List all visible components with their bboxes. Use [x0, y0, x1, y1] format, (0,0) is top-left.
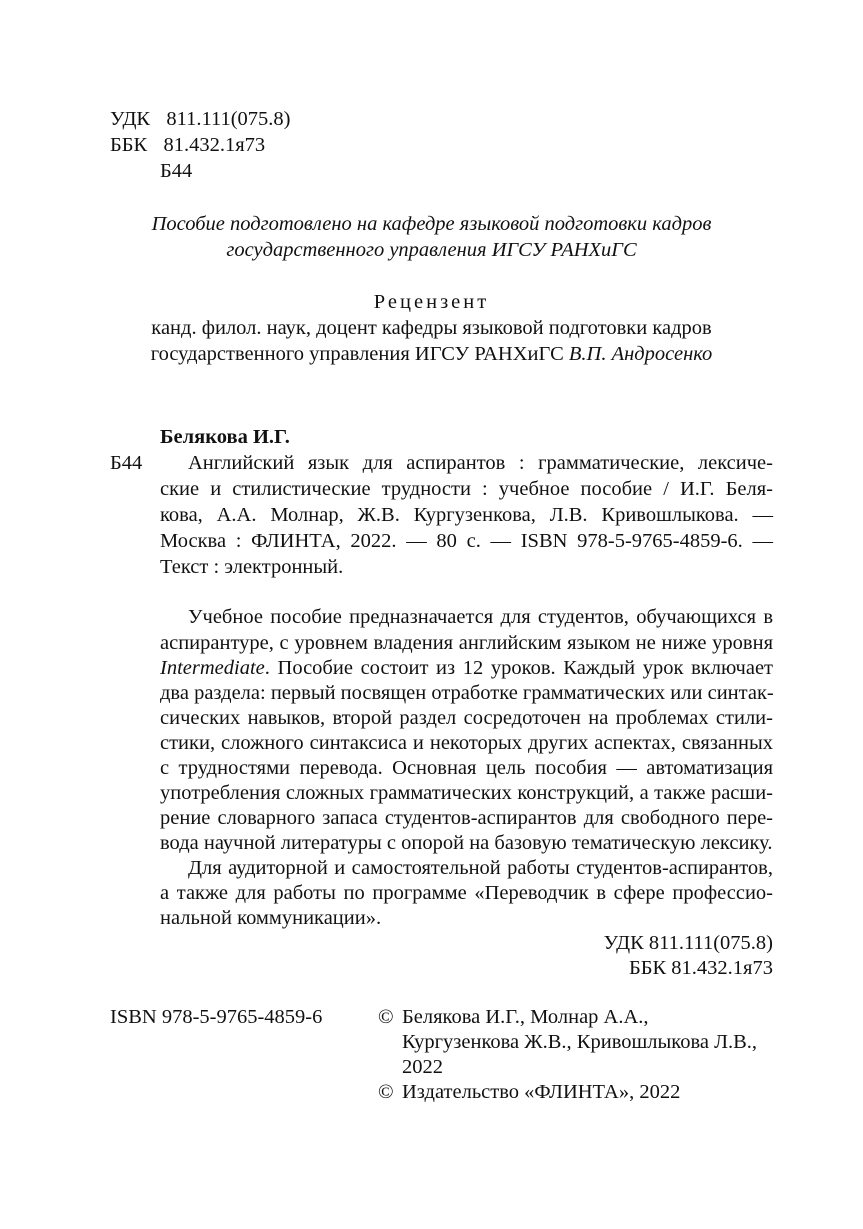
reviewer-name: В.П. Андросенко	[568, 343, 713, 365]
annotation-line: Для аудиторной и самостоятельной работы студентов-аспирантов,	[188, 857, 773, 879]
bib-mark: Б44	[110, 452, 143, 474]
annotation-line: два раздела: первый посвящен отработке грамматических или синтак-	[160, 682, 774, 704]
annotation-line: вода научной литературы с опорой на базовую тематическую лексику.	[160, 832, 773, 854]
bbk-line	[110, 132, 265, 158]
bbk-label: ББК	[110, 134, 148, 156]
copyright-publisher: Издательство «ФЛИНТА», 2022	[402, 1081, 681, 1103]
annotation-line: а также для работы по программе «Переводчик в сфере профессио-	[160, 882, 773, 904]
udk-value: 811.111(075.8)	[166, 108, 291, 130]
bib-line: кова, А.А. Молнар, Ж.В. Кургузенкова, Л.В. Кривошлыкова. —	[160, 504, 773, 526]
annotation-line	[160, 655, 773, 681]
bib-line: Текст : электронный.	[160, 556, 344, 578]
bib-line: Москва : ФЛИНТА, 2022. — 80 с. — ISBN 978-5-9765-4859-6. —	[160, 530, 773, 552]
intermediate-term: Intermediate	[160, 657, 265, 679]
bib-line: ские и стилистические трудности : учебное пособие / И.Г. Беля-	[160, 478, 773, 500]
udk-label: УДК	[110, 108, 151, 130]
reviewer-affiliation: государственного управления ИГСУ РАНХиГС	[150, 343, 564, 365]
annotation-line: рение словарного запаса студентов-аспирантов для свободного пере-	[160, 807, 773, 829]
annotation-line: стики, сложного синтаксиса и некоторых других аспектах, связанных	[160, 732, 773, 754]
prepared-note-line1: Пособие подготовлено на кафедре языковой подготовки кадров	[151, 213, 712, 235]
reviewer-line2	[0, 341, 863, 367]
annotation-line: сических навыков, второй раздел сосредоточен на проблемах стили-	[160, 707, 773, 729]
isbn: ISBN 978-5-9765-4859-6	[110, 1006, 323, 1028]
udk-right: УДК 811.111(075.8)	[603, 932, 773, 954]
bbk-value: 81.432.1я73	[163, 134, 266, 156]
udk-line	[110, 106, 290, 132]
copyright-authors-line: 2022	[402, 1056, 443, 1078]
annotation-line: употребления сложных грамматических конструкций, а также расши-	[160, 782, 773, 804]
copyright-symbol: ©	[378, 1006, 394, 1028]
annotation-line: с трудностями перевода. Основная цель пособия — автоматизация	[160, 757, 773, 779]
copyright-authors-line: Белякова И.Г., Молнар А.А.,	[402, 1006, 649, 1028]
copyright-symbol: ©	[378, 1081, 394, 1103]
author-mark: Б44	[160, 160, 193, 182]
bbk-right: ББК 81.432.1я73	[628, 957, 773, 979]
reviewer-heading: Рецензент	[373, 291, 490, 313]
annotation-text: . Пособие состоит из 12 уроков. Каждый урок включает	[264, 657, 773, 679]
annotation-line: Учебное пособие предназначается для студентов, обучающихся в	[188, 606, 773, 628]
prepared-note-line2: государственного управления ИГСУ РАНХиГС	[226, 239, 637, 261]
annotation-line: аспирантуре, с уровнем владения английским языком не ниже уровня	[160, 632, 773, 654]
bib-line: Английский язык для аспирантов : грамматические, лексиче-	[188, 452, 773, 474]
annotation-line: нальной коммуникации».	[160, 907, 382, 929]
bib-author: Белякова И.Г.	[160, 426, 290, 448]
copyright-authors-line: Кургузенкова Ж.В., Кривошлыкова Л.В.,	[402, 1031, 758, 1053]
reviewer-line1: канд. филол. наук, доцент кафедры языковой подготовки кадров	[151, 317, 712, 339]
